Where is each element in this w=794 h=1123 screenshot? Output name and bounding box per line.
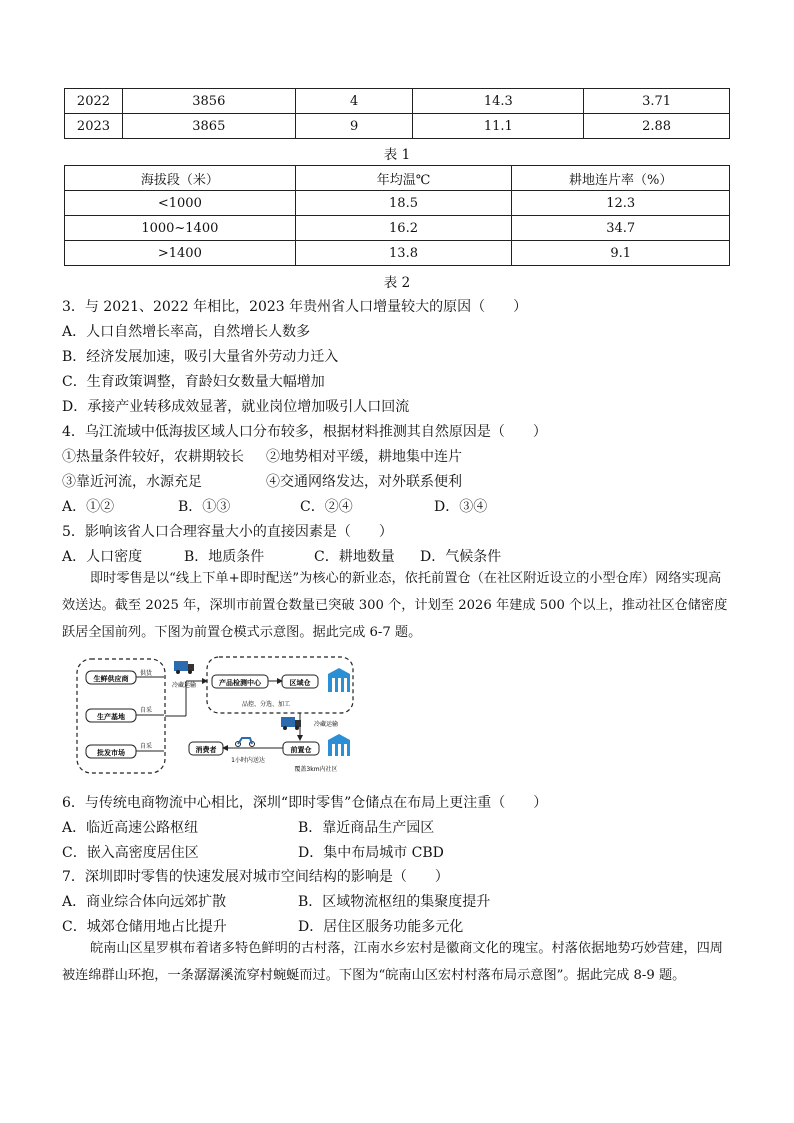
supplier-label: 生鲜供应商 <box>93 675 129 683</box>
table-cell: 1000~1400 <box>65 216 296 241</box>
table-cell: 3865 <box>122 114 295 139</box>
passage-text: 皖南山区星罗棋布着诸多特色鲜明的古村落，江南水乡宏村是徽商文化的瑰宝。村落依据地势巧妙营建，四周被连绵群山环抱，一条潺潺溪流穿村蜿蜒而过。下图为“皖南山区宏村村落布局示意图”。据此完成 8-9 题。 <box>62 941 723 983</box>
question-4-option-b[interactable]: B．①③ <box>178 499 231 515</box>
table-cell: 4 <box>295 89 413 114</box>
question-6-stem: 6．与传统电商物流中心相比，深圳“即时零售”仓储点在布局上更注重（ ） <box>62 795 548 811</box>
question-4-option-d[interactable]: D．③④ <box>434 499 488 515</box>
question-6-option-b[interactable]: B．靠近商品生产园区 <box>298 820 435 836</box>
table-cell: 11.1 <box>413 114 584 139</box>
question-4-statement-1: ①热量条件较好，农耕期较长 <box>62 449 244 465</box>
question-6-option-c[interactable]: C．嵌入高密度居住区 <box>62 845 199 861</box>
question-4-statement-3: ③靠近河流，水源充足 <box>62 474 202 490</box>
table-row <box>65 191 730 216</box>
table-cell: 13.8 <box>295 241 512 266</box>
scooter-icon <box>236 738 255 747</box>
population-table <box>64 88 730 139</box>
question-6-option-d[interactable]: D．集中布局城市 CBD <box>298 845 444 861</box>
question-6-option-a[interactable]: A．临近高速公路枢纽 <box>62 820 199 836</box>
question-4-option-a[interactable]: A．①② <box>62 499 115 515</box>
table-cell: 18.5 <box>295 191 512 216</box>
table-row <box>65 241 730 266</box>
question-5-option-a[interactable]: A．人口密度 <box>62 549 143 565</box>
question-3-option-c[interactable]: C．生育政策调整，育龄妇女数量大幅增加 <box>62 374 325 390</box>
table-row <box>65 89 730 114</box>
table-row <box>65 216 730 241</box>
question-3-stem: 3．与 2021、2022 年相比，2023 年贵州省人口增量较大的原因（ ） <box>62 299 528 315</box>
question-4-statement-2: ②地势相对平缓，耕地集中连片 <box>266 449 462 465</box>
question-4-option-c[interactable]: C．②④ <box>300 499 353 515</box>
table-header: 海拔段（米） <box>65 166 296 191</box>
delivery-note: 1小时内送达 <box>231 757 265 764</box>
table-row <box>65 114 730 139</box>
cold-transport-label-2: 冷藏运输 <box>313 721 339 728</box>
question-7-option-b[interactable]: B．区域物流枢纽的集聚度提升 <box>298 894 491 910</box>
table-cell: 3.71 <box>584 89 730 114</box>
table-cell: 16.2 <box>295 216 512 241</box>
table-cell: <1000 <box>65 191 296 216</box>
supply-label: 供货 <box>139 670 153 677</box>
table-cell: >1400 <box>65 241 296 266</box>
regional-warehouse-label: 区域仓 <box>289 679 311 687</box>
passage-text: 即时零售是以“线上下单+即时配送”为核心的新业态，依托前置仓（在社区附近设立的小型仓库）网络实现高效送达。截至 2025 年，深圳市前置仓数量已突破 300 个，计划至 2026 年建成 500 个以上，推动社区仓储密度跃居全国前列。下图为前置仓模式示意图。据此完成 6-7 题。 <box>62 571 728 640</box>
question-7-option-c[interactable]: C．城郊仓储用地占比提升 <box>62 919 227 935</box>
question-3-option-a[interactable]: A．人口自然增长率高，自然增长人数多 <box>62 324 311 340</box>
cold-transport-label-1: 冷藏运输 <box>171 682 197 689</box>
table-cell: 2022 <box>65 89 123 114</box>
question-5-option-c[interactable]: C．耕地数量 <box>314 549 395 565</box>
table-header-row <box>65 166 730 191</box>
table-header: 耕地连片率（%） <box>512 166 730 191</box>
table-cell: 34.7 <box>512 216 730 241</box>
truck-icon <box>281 717 301 730</box>
passage-hongcun <box>62 935 732 989</box>
consumer-label: 消费者 <box>195 746 217 754</box>
wholesale-market-label: 批发市场 <box>97 749 125 757</box>
truck-icon <box>174 661 194 674</box>
question-3-option-d[interactable]: D．承接产业转移成效显著，就业岗位增加吸引人口回流 <box>62 399 410 415</box>
table-caption-1: 表 1 <box>383 147 411 163</box>
production-base-label: 生产基地 <box>97 713 125 721</box>
warehouse-icon <box>328 734 350 756</box>
passage-instant-retail <box>62 565 732 646</box>
table-header: 年均温℃ <box>295 166 512 191</box>
front-warehouse-diagram <box>76 654 366 776</box>
self-purchase-label: 自采 <box>139 743 153 750</box>
question-5-option-b[interactable]: B．地质条件 <box>184 549 265 565</box>
question-5-stem: 5．影响该省人口合理容量大小的直接因素是（ ） <box>62 524 393 540</box>
question-7-stem: 7．深圳即时零售的快速发展对城市空间结构的影响是（ ） <box>62 869 449 885</box>
coverage-note: 覆盖3km内社区 <box>294 766 338 773</box>
table-cell: 3856 <box>122 89 295 114</box>
table-cell: 9.1 <box>512 241 730 266</box>
question-3-option-b[interactable]: B．经济发展加速，吸引大量省外劳动力迁入 <box>62 349 339 365</box>
question-4-stem: 4．乌江流域中低海拔区域人口分布较多，根据材料推测其自然原因是（ ） <box>62 424 547 440</box>
question-7-option-a[interactable]: A．商业综合体向远郊扩散 <box>62 894 227 910</box>
front-warehouse-label: 前置仓 <box>290 746 312 754</box>
question-4-statement-4: ④交通网络发达，对外联系便利 <box>266 474 462 490</box>
question-5-option-d[interactable]: D．气候条件 <box>420 549 502 565</box>
warehouse-icon <box>328 668 350 692</box>
table-caption-2: 表 2 <box>383 275 411 291</box>
table-cell: 2023 <box>65 114 123 139</box>
table-cell: 12.3 <box>512 191 730 216</box>
inspection-center-label: 产品检测中心 <box>219 679 261 687</box>
question-7-option-d[interactable]: D．居住区服务功能多元化 <box>298 919 464 935</box>
process-note: 品控、分选、加工 <box>241 701 291 708</box>
table-cell: 2.88 <box>584 114 730 139</box>
table-cell: 9 <box>295 114 413 139</box>
self-purchase-label: 自采 <box>139 707 153 714</box>
altitude-table <box>64 165 730 266</box>
table-cell: 14.3 <box>413 89 584 114</box>
